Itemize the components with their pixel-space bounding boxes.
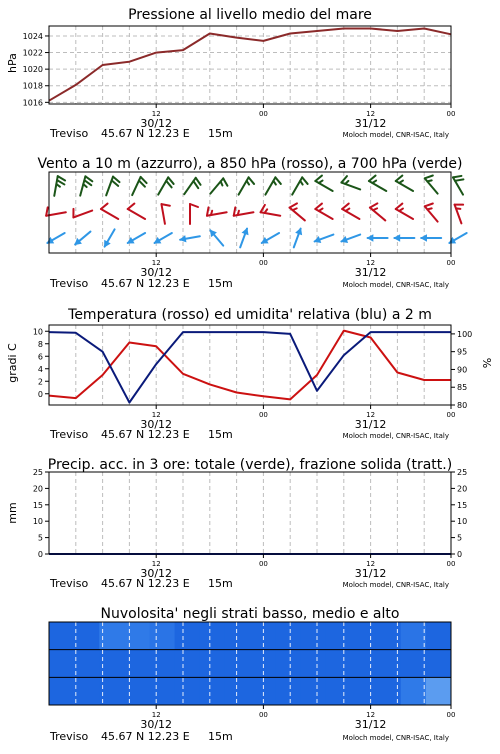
y-tick-label-right: 25 (457, 468, 467, 477)
wind-arrow-head (341, 237, 347, 242)
x-date-label: 30/12 (140, 567, 172, 580)
wind-barb-700hpa (158, 177, 173, 194)
wind-arrow-10m (394, 235, 414, 241)
wind-barb-feather (455, 179, 463, 180)
wind-arrow-10m (449, 233, 466, 243)
precipitation-y-ticks-right (451, 468, 467, 559)
cloud-cell (275, 622, 301, 650)
x-date-label: 31/12 (355, 418, 387, 431)
x-tick-label: 00 (259, 259, 268, 267)
wind-barb-feather (453, 176, 461, 177)
wind-barb-700hpa (265, 177, 280, 194)
wind-barb-700hpa (315, 176, 332, 191)
wind-arrow-10m (105, 229, 115, 246)
wind-barb-half-feather (373, 208, 377, 210)
wind-barb-850hpa (342, 204, 359, 219)
temperature-series (49, 331, 451, 403)
wind-barb-feather (128, 204, 135, 209)
wind-arrow-head (449, 238, 455, 243)
wind-barb-700hpa (132, 177, 146, 195)
y-tick-label: 1022 (23, 49, 43, 58)
wind-barb-850hpa (290, 203, 305, 220)
wind-arrow-10m (75, 232, 90, 245)
wind-barb-half-feather (247, 181, 249, 185)
wind-footer (49, 277, 449, 290)
footer-coords: 45.67 N 12.23 E (101, 730, 190, 743)
cloud-cell (275, 650, 301, 678)
x-tick-label: 12 (152, 259, 161, 267)
cloud-cell (175, 650, 201, 678)
y-tick-label: 20 (33, 484, 43, 493)
x-tick-label: 00 (259, 560, 268, 568)
cloud-cell (124, 650, 150, 678)
cloud-cell (175, 622, 201, 650)
x-tick-label: 00 (259, 411, 268, 419)
wind-title: Vento a 10 m (azzurro), a 850 hPa (rosso), a 700 hPa (verde) (37, 156, 462, 172)
footer-elevation: 15m (208, 428, 233, 441)
wind-barb-half-feather (456, 208, 460, 209)
wind-barb-feather (396, 204, 403, 209)
wind-arrow-10m (155, 233, 172, 243)
x-date-label: 30/12 (140, 266, 172, 279)
x-tick-label: 12 (152, 560, 161, 568)
footer-location: Treviso (49, 428, 88, 441)
cloud-cell (225, 650, 251, 678)
wind-barb-half-feather (372, 181, 376, 183)
wind-barb-700hpa (210, 178, 227, 193)
wind-barb-700hpa (106, 177, 119, 196)
footer-elevation: 15m (208, 127, 233, 140)
cloud-cell (250, 650, 276, 678)
cloud-cell (426, 650, 452, 678)
x-tick-label: 00 (447, 560, 456, 568)
x-tick-label: 00 (259, 711, 268, 719)
precipitation-panel (6, 457, 467, 590)
y-tick-label: 6 (38, 352, 43, 361)
footer-credit: Moloch model, CNR-ISAC, Italy (343, 581, 449, 589)
x-date-label: 31/12 (355, 567, 387, 580)
x-tick-label: 12 (366, 711, 375, 719)
cloud-cell (351, 650, 377, 678)
cloud-cell (200, 622, 226, 650)
footer-location: Treviso (49, 127, 88, 140)
wind-barb-850hpa (161, 204, 169, 224)
footer-elevation: 15m (208, 577, 233, 590)
y-tick-label-right: 80 (457, 401, 467, 410)
cloud-cell (200, 650, 226, 678)
y-tick-label: 25 (33, 468, 43, 477)
footer-location: Treviso (49, 277, 88, 290)
wind-barb-half-feather (399, 209, 403, 211)
wind-barb-feather (315, 176, 322, 181)
humidity-ylabel: % (481, 358, 494, 368)
wind-barb-feather (425, 175, 433, 178)
wind-barb-850hpa (190, 204, 198, 224)
pressure-footer (49, 127, 449, 140)
y-tick-label: 5 (38, 534, 43, 543)
wind-arrow-head (315, 237, 321, 242)
temperature-footer (49, 428, 449, 441)
cloud-cell (74, 677, 100, 705)
wind-arrow-head (155, 238, 161, 243)
cloud-cell (401, 622, 427, 650)
pressure-title: Pressione al livello medio del mare (128, 7, 372, 23)
wind-barb-feather (58, 176, 65, 180)
x-tick-label: 12 (366, 259, 375, 267)
x-date-label: 31/12 (355, 266, 387, 279)
wind-barb-feather (370, 203, 377, 207)
cloud-cell (150, 677, 176, 705)
wind-barb-feather (302, 177, 307, 184)
wind-arrow-head (128, 238, 134, 243)
x-tick-label: 00 (447, 110, 456, 118)
y-tick-label-right: 15 (457, 501, 467, 510)
wind-barb-half-feather (345, 181, 348, 184)
y-tick-label: 1024 (23, 32, 43, 41)
wind-arrow-head (262, 238, 268, 243)
footer-coords: 45.67 N 12.23 E (101, 428, 190, 441)
cloud-cell (325, 650, 351, 678)
footer-elevation: 15m (208, 277, 233, 290)
wind-barb-700hpa (369, 176, 386, 191)
cloud-cell (426, 622, 452, 650)
wind-barb-half-feather (273, 181, 275, 185)
wind-barb-850hpa (425, 203, 438, 221)
wind-x-axis (140, 253, 455, 279)
temperature-panel (6, 307, 494, 441)
pressure-series (49, 29, 451, 101)
cloud-cell (351, 622, 377, 650)
cloud-panel (49, 606, 455, 743)
footer-location: Treviso (49, 577, 88, 590)
cloud-cell (325, 622, 351, 650)
cloud-cell (225, 622, 251, 650)
wind-arrow-10m (421, 235, 441, 241)
cloud-cell (325, 677, 351, 705)
footer-credit: Moloch model, CNR-ISAC, Italy (343, 432, 449, 440)
pressure-ylabel: hPa (6, 53, 19, 73)
x-tick-label: 00 (447, 711, 456, 719)
wind-arrow-10m (240, 229, 248, 248)
cloud-cell (300, 677, 326, 705)
cloud-cell (150, 650, 176, 678)
cloud-cells (49, 622, 452, 705)
y-tick-label: 8 (38, 340, 43, 349)
y-tick-label: 1016 (23, 98, 43, 107)
wind-barb-half-feather (319, 181, 323, 183)
cloud-cell (250, 677, 276, 705)
cloud-cell (124, 677, 150, 705)
wind-arrow-10m (180, 236, 200, 242)
y-tick-label-right: 20 (457, 484, 467, 493)
cloud-cell (49, 622, 75, 650)
precipitation-grid (76, 472, 424, 554)
x-tick-label: 00 (447, 411, 456, 419)
pressure-y-ticks (23, 32, 49, 107)
cloud-x-axis (140, 705, 455, 731)
wind-barb-half-feather (83, 184, 86, 187)
wind-barb-half-feather (427, 208, 431, 209)
y-tick-label: 1020 (23, 65, 43, 74)
x-date-label: 30/12 (140, 117, 172, 130)
x-tick-label: 12 (366, 560, 375, 568)
footer-credit: Moloch model, CNR-ISAC, Italy (343, 734, 449, 742)
y-tick-label: 2 (38, 377, 43, 386)
x-date-label: 31/12 (355, 718, 387, 731)
wind-barb-half-feather (221, 181, 223, 185)
wind-barb-feather (207, 207, 209, 215)
wind-arrow-10m (262, 233, 279, 243)
pressure-panel (6, 7, 455, 140)
y-tick-label: 0 (38, 390, 43, 399)
temperature-grid (76, 325, 424, 405)
precipitation-title: Precip. acc. in 3 ore: totale (verde), frazione solida (tratt.) (48, 457, 452, 473)
y-tick-label-right: 95 (457, 348, 467, 357)
cloud-cell (49, 650, 75, 678)
temperature-title: Temperatura (rosso) ed umidita' relativa (blu) a 2 m (67, 307, 432, 323)
wind-barb-700hpa (239, 177, 254, 194)
wind-barb-half-feather (427, 180, 431, 181)
x-tick-label: 12 (152, 411, 161, 419)
cloud-cell (300, 622, 326, 650)
y-tick-label-right: 10 (457, 517, 467, 526)
wind-arrow-head (243, 229, 248, 235)
y-tick-label-right: 5 (457, 534, 462, 543)
wind-barb-700hpa (80, 176, 92, 195)
wind-barb-half-feather (319, 209, 323, 211)
precipitation-y-ticks (33, 468, 49, 559)
footer-coords: 45.67 N 12.23 E (101, 127, 190, 140)
x-tick-label: 00 (259, 110, 268, 118)
y-tick-label: 10 (33, 327, 43, 336)
wind-arrow-head (296, 229, 301, 235)
wind-barb-feather (101, 204, 108, 209)
wind-barb-feather (425, 203, 433, 206)
wind-arrow-head (105, 241, 110, 247)
y-tick-label: 4 (38, 365, 43, 374)
wind-barb-feather (161, 204, 169, 206)
wind-barb-850hpa (315, 204, 332, 219)
wind-arrow-10m (47, 233, 64, 243)
wind-series (46, 175, 467, 247)
cloud-cell (401, 650, 427, 678)
wind-barb-feather (275, 177, 280, 184)
cloud-cell (74, 650, 100, 678)
cloud-cell (351, 677, 377, 705)
wind-barb-feather (261, 205, 265, 212)
wind-barb-feather (315, 204, 322, 209)
wind-barb-850hpa (455, 205, 464, 224)
x-date-label: 30/12 (140, 418, 172, 431)
wind-barb-850hpa (128, 204, 145, 219)
cloud-cell (300, 650, 326, 678)
temperature-ylabel: gradi C (6, 343, 19, 383)
cloud-cell (49, 677, 75, 705)
wind-arrow-head (47, 238, 53, 243)
footer-credit: Moloch model, CNR-ISAC, Italy (343, 131, 449, 139)
x-tick-label: 12 (152, 711, 161, 719)
y-tick-label-right: 85 (457, 383, 467, 392)
wind-barb-feather (46, 207, 48, 215)
cloud-cell (200, 677, 226, 705)
x-date-label: 31/12 (355, 117, 387, 130)
wind-arrow-10m (128, 233, 145, 243)
y-tick-label-right: 90 (457, 365, 467, 374)
wind-barb-feather (249, 177, 254, 184)
wind-shaft (128, 209, 145, 219)
wind-shaft (101, 209, 118, 219)
cloud-cell (401, 677, 427, 705)
y-tick-label: 10 (33, 517, 43, 526)
wind-barb-700hpa (292, 177, 307, 194)
temperature-y-ticks (33, 327, 49, 399)
wind-barb-feather (342, 204, 349, 209)
precipitation-footer (49, 577, 449, 590)
footer-coords: 45.67 N 12.23 E (101, 277, 190, 290)
wind-barb-850hpa (396, 204, 413, 219)
footer-coords: 45.67 N 12.23 E (101, 577, 190, 590)
wind-barb-half-feather (293, 208, 297, 210)
wind-arrow-10m (368, 235, 388, 241)
wind-barb-feather (396, 176, 403, 181)
wind-barb-feather (369, 176, 376, 181)
wind-panel (37, 156, 466, 290)
wind-barb-700hpa (425, 175, 438, 193)
wind-barb-700hpa (54, 176, 65, 196)
footer-location: Treviso (49, 730, 88, 743)
x-tick-label: 12 (366, 411, 375, 419)
y-tick-label: 1018 (23, 82, 43, 91)
x-tick-label: 12 (152, 110, 161, 118)
wind-barb-half-feather (211, 211, 212, 215)
precipitation-frame (49, 472, 451, 554)
y-tick-label-right: 0 (457, 550, 462, 559)
wind-barb-700hpa (453, 176, 463, 195)
wind-barb-half-feather (238, 211, 239, 215)
wind-barb-850hpa (370, 203, 385, 220)
cloud-cell (250, 622, 276, 650)
cloud-cell (426, 677, 452, 705)
cloud-cell (175, 677, 201, 705)
x-tick-label: 12 (366, 110, 375, 118)
wind-barb-850hpa (101, 204, 118, 219)
y-tick-label: 0 (38, 550, 43, 559)
wind-barb-half-feather (399, 181, 403, 183)
x-tick-label: 00 (447, 259, 456, 267)
wind-barb-half-feather (346, 209, 350, 211)
wind-shaft (161, 204, 164, 224)
wind-barb-700hpa (396, 176, 413, 191)
wind-barb-half-feather (300, 181, 302, 185)
y-tick-label: 15 (33, 501, 43, 510)
wind-barb-feather (57, 180, 64, 184)
cloud-cell (225, 677, 251, 705)
pressure-line (49, 29, 451, 101)
cloud-cell (124, 622, 150, 650)
cloud-footer (49, 730, 449, 743)
footer-elevation: 15m (208, 730, 233, 743)
cloud-title: Nuvolosita' negli strati basso, medio e alto (101, 606, 400, 622)
cloud-cell (74, 622, 100, 650)
y-tick-label-right: 100 (457, 330, 472, 339)
cloud-cell (150, 622, 176, 650)
cloud-cell (275, 677, 301, 705)
wind-barb-700hpa (184, 178, 200, 194)
wind-barb-feather (190, 204, 198, 207)
wind-barb-feather (290, 203, 297, 207)
x-date-label: 30/12 (140, 718, 172, 731)
footer-credit: Moloch model, CNR-ISAC, Italy (343, 281, 449, 289)
wind-arrow-10m (210, 230, 223, 245)
humidity-y-ticks (451, 330, 472, 410)
wind-arrow-head (180, 236, 186, 242)
precipitation-ylabel: mm (6, 502, 19, 523)
wind-barb-feather (234, 207, 236, 215)
wind-barb-feather (223, 178, 227, 185)
wind-arrow-10m (294, 229, 302, 248)
